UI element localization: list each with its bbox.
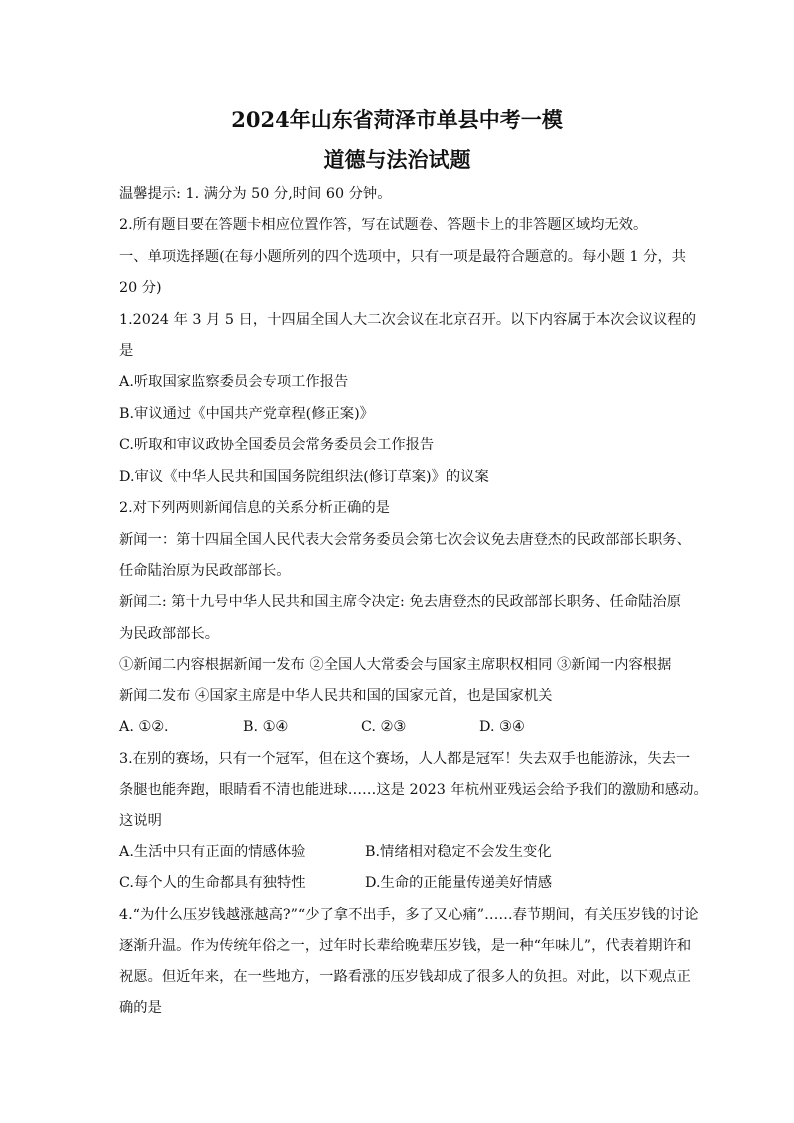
- exam-subtitle: 道德与法治试题: [323, 147, 471, 172]
- section-heading-line-1: 一、单项选择题(在每小题所列的四个选项中，只有一项是最符合题意的。每小题 1 分，共: [119, 249, 687, 265]
- q2-items-line-1: ①新闻二内容根据新闻一发布 ②全国人大常委会与国家主席职权相同 ③新闻一内容根据: [119, 657, 672, 673]
- q3-option-a: A.生活中只有正面的情感体验: [119, 844, 306, 860]
- q4-stem-line-3: 祝愿。但近年来，在一些地方，一路看涨的压岁钱却成了很多人的负担。对此，以下观点正: [119, 969, 691, 985]
- q3-stem-line-1: 3.在别的赛场，只有一个冠军，但在这个赛场，人人都是冠军！失去双手也能游泳，失去一: [119, 751, 691, 767]
- q3-option-c: C.每个人的生命都具有独特性: [119, 875, 306, 891]
- q2-items-line-2: 新闻二发布 ④国家主席是中华人民共和国的国家元首，也是国家机关: [119, 688, 553, 704]
- exam-title: 2024年山东省菏泽市单县中考一模: [231, 107, 563, 132]
- q2-option-b: B. ①④: [243, 719, 289, 735]
- q3-stem-line-3: 这说明: [119, 813, 162, 829]
- q2-option-c: C. ②③: [361, 719, 407, 735]
- q2-stem: 2.对下列两则新闻信息的关系分析正确的是: [119, 500, 390, 516]
- q2-option-a: A. ①②.: [119, 719, 169, 735]
- note-line-1: 温馨提示: 1. 满分为 50 分,时间 60 分钟。: [119, 186, 392, 202]
- q1-option-c: C.听取和审议政协全国委员会常务委员会工作报告: [119, 437, 435, 453]
- q1-option-a: A.听取国家监察委员会专项工作报告: [119, 374, 349, 390]
- q2-news2-line-2: 为民政部部长。: [119, 626, 220, 642]
- q4-stem-line-1: 4.“为什么压岁钱越涨越高?”“少了拿不出手，多了又心痛”……春节期间，有关压岁钱的讨论: [119, 907, 699, 923]
- q1-stem-line-2: 是: [119, 343, 134, 359]
- q4-stem-line-4: 确的是: [119, 1000, 162, 1016]
- q1-option-d: D.审议《中华人民共和国国务院组织法(修订草案)》的议案: [119, 469, 489, 485]
- q3-option-b: B.情绪相对稳定不会发生变化: [365, 844, 552, 860]
- q1-stem-line-1: 1.2024 年 3 月 5 日，十四届全国人大二次会议在北京召开。以下内容属于本次会议议程的: [119, 312, 697, 328]
- q1-option-b: B.审议通过《中国共产党章程(修正案)》: [119, 406, 374, 422]
- q2-news1-line-2: 任命陆治原为民政部部长。: [119, 563, 291, 579]
- q3-stem-line-2: 条腿也能奔跑，眼睛看不清也能进球……这是 2023 年杭州亚残运会给予我们的激励和感动。: [119, 782, 708, 798]
- q2-news1-line-1: 新闻一：第十四届全国人民代表大会常务委员会第七次会议免去唐登杰的民政部部长职务、: [119, 532, 691, 548]
- q3-option-d: D.生命的正能量传递美好情感: [365, 875, 553, 891]
- q2-option-d: D. ③④: [479, 719, 525, 735]
- q2-news2-line-1: 新闻二: 第十九号中华人民共和国主席令决定: 免去唐登杰的民政部部长职务、任命陆治原: [119, 594, 681, 610]
- note-line-2: 2.所有题目要在答题卡相应位置作答，写在试题卷、答题卡上的非答题区域均无效。: [119, 217, 648, 233]
- section-heading-line-2: 20 分): [119, 280, 162, 296]
- q4-stem-line-2: 逐渐升温。作为传统年俗之一，过年时长辈给晚辈压岁钱，是一种“年味儿”，代表着期许和: [119, 938, 692, 954]
